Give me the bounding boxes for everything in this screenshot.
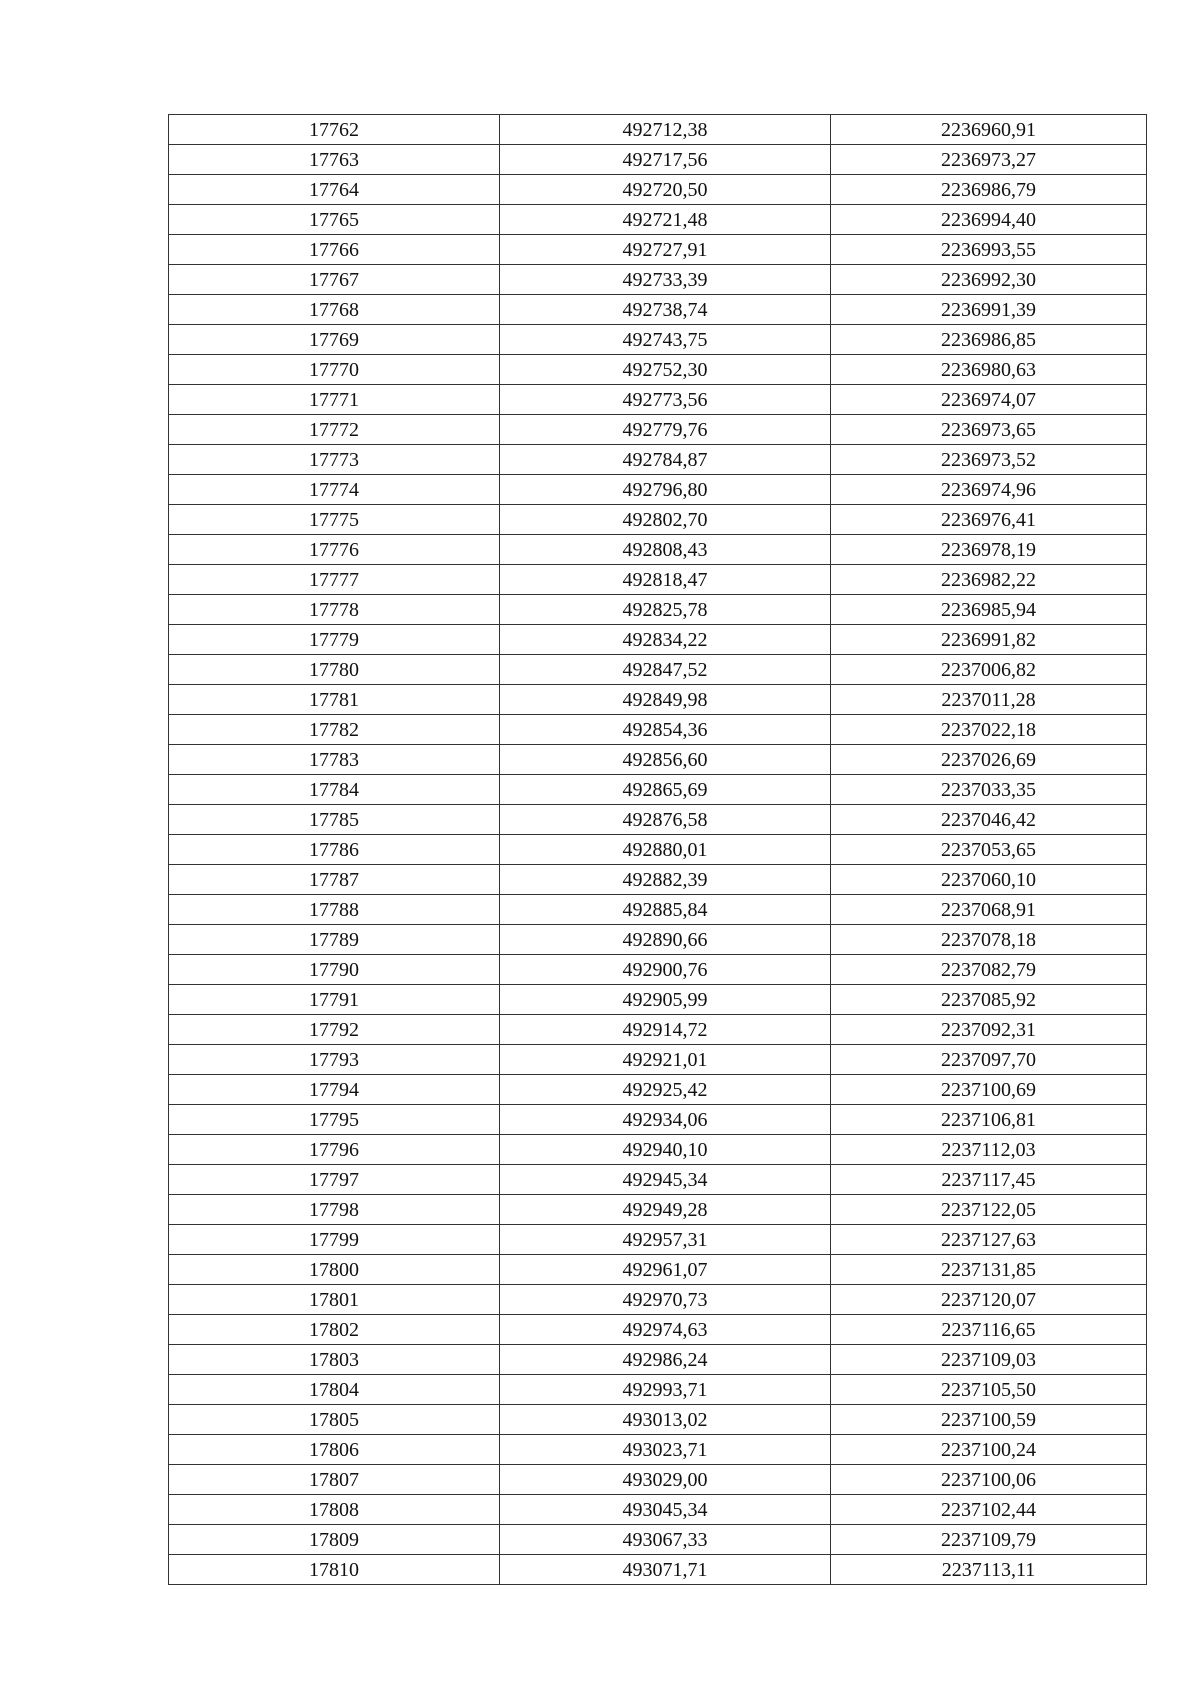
table-row — [169, 295, 1147, 325]
y-coordinate-cell: 2237116,65 — [831, 1315, 1147, 1345]
y-coordinate-cell: 2236994,40 — [831, 205, 1147, 235]
y-coordinate-cell: 2237092,31 — [831, 1015, 1147, 1045]
table-row — [169, 1195, 1147, 1225]
x-coordinate-cell: 492808,43 — [500, 535, 831, 565]
table-row — [169, 1105, 1147, 1135]
x-coordinate-cell: 492885,84 — [500, 895, 831, 925]
y-coordinate-cell: 2236973,52 — [831, 445, 1147, 475]
table-row — [169, 775, 1147, 805]
y-coordinate-cell: 2237006,82 — [831, 655, 1147, 685]
y-coordinate-cell: 2237053,65 — [831, 835, 1147, 865]
table-row — [169, 1375, 1147, 1405]
table-row — [169, 385, 1147, 415]
point-number-cell: 17779 — [169, 625, 500, 655]
y-coordinate-cell: 2237033,35 — [831, 775, 1147, 805]
y-coordinate-cell: 2237068,91 — [831, 895, 1147, 925]
point-number-cell: 17797 — [169, 1165, 500, 1195]
point-number-cell: 17808 — [169, 1495, 500, 1525]
table-row — [169, 535, 1147, 565]
point-number-cell: 17768 — [169, 295, 500, 325]
point-number-cell: 17794 — [169, 1075, 500, 1105]
x-coordinate-cell: 492854,36 — [500, 715, 831, 745]
table-row — [169, 355, 1147, 385]
point-number-cell: 17777 — [169, 565, 500, 595]
y-coordinate-cell: 2236973,27 — [831, 145, 1147, 175]
table-row — [169, 715, 1147, 745]
y-coordinate-cell: 2237105,50 — [831, 1375, 1147, 1405]
point-number-cell: 17788 — [169, 895, 500, 925]
x-coordinate-cell: 493023,71 — [500, 1435, 831, 1465]
x-coordinate-cell: 492961,07 — [500, 1255, 831, 1285]
y-coordinate-cell: 2237106,81 — [831, 1105, 1147, 1135]
y-coordinate-cell: 2236992,30 — [831, 265, 1147, 295]
table-row — [169, 115, 1147, 145]
table-row — [169, 1225, 1147, 1255]
y-coordinate-cell: 2236978,19 — [831, 535, 1147, 565]
x-coordinate-cell: 492738,74 — [500, 295, 831, 325]
point-number-cell: 17785 — [169, 805, 500, 835]
point-number-cell: 17765 — [169, 205, 500, 235]
table-row — [169, 265, 1147, 295]
table-row — [169, 865, 1147, 895]
y-coordinate-cell: 2236974,07 — [831, 385, 1147, 415]
table-row — [169, 625, 1147, 655]
y-coordinate-cell: 2236982,22 — [831, 565, 1147, 595]
point-number-cell: 17804 — [169, 1375, 500, 1405]
table-row — [169, 835, 1147, 865]
table-row — [169, 205, 1147, 235]
point-number-cell: 17805 — [169, 1405, 500, 1435]
point-number-cell: 17780 — [169, 655, 500, 685]
point-number-cell: 17810 — [169, 1555, 500, 1585]
x-coordinate-cell: 492847,52 — [500, 655, 831, 685]
point-number-cell: 17770 — [169, 355, 500, 385]
point-number-cell: 17795 — [169, 1105, 500, 1135]
x-coordinate-cell: 492818,47 — [500, 565, 831, 595]
point-number-cell: 17803 — [169, 1345, 500, 1375]
y-coordinate-cell: 2237100,69 — [831, 1075, 1147, 1105]
x-coordinate-cell: 492934,06 — [500, 1105, 831, 1135]
y-coordinate-cell: 2237060,10 — [831, 865, 1147, 895]
x-coordinate-cell: 492825,78 — [500, 595, 831, 625]
x-coordinate-cell: 492974,63 — [500, 1315, 831, 1345]
point-number-cell: 17807 — [169, 1465, 500, 1495]
x-coordinate-cell: 492970,73 — [500, 1285, 831, 1315]
y-coordinate-cell: 2237127,63 — [831, 1225, 1147, 1255]
point-number-cell: 17806 — [169, 1435, 500, 1465]
point-number-cell: 17772 — [169, 415, 500, 445]
table-row — [169, 1015, 1147, 1045]
x-coordinate-cell: 493045,34 — [500, 1495, 831, 1525]
x-coordinate-cell: 492900,76 — [500, 955, 831, 985]
y-coordinate-cell: 2236980,63 — [831, 355, 1147, 385]
point-number-cell: 17771 — [169, 385, 500, 415]
x-coordinate-cell: 492876,58 — [500, 805, 831, 835]
table-row — [169, 925, 1147, 955]
table-row — [169, 1165, 1147, 1195]
table-row — [169, 1255, 1147, 1285]
table-row — [169, 655, 1147, 685]
point-number-cell: 17802 — [169, 1315, 500, 1345]
y-coordinate-cell: 2237011,28 — [831, 685, 1147, 715]
x-coordinate-cell: 492773,56 — [500, 385, 831, 415]
point-number-cell: 17799 — [169, 1225, 500, 1255]
y-coordinate-cell: 2237109,79 — [831, 1525, 1147, 1555]
point-number-cell: 17798 — [169, 1195, 500, 1225]
x-coordinate-cell: 492993,71 — [500, 1375, 831, 1405]
y-coordinate-cell: 2236986,79 — [831, 175, 1147, 205]
point-number-cell: 17766 — [169, 235, 500, 265]
point-number-cell: 17774 — [169, 475, 500, 505]
y-coordinate-cell: 2236974,96 — [831, 475, 1147, 505]
x-coordinate-cell: 492905,99 — [500, 985, 831, 1015]
point-number-cell: 17801 — [169, 1285, 500, 1315]
x-coordinate-cell: 492733,39 — [500, 265, 831, 295]
y-coordinate-cell: 2237100,59 — [831, 1405, 1147, 1435]
x-coordinate-cell: 492834,22 — [500, 625, 831, 655]
point-number-cell: 17775 — [169, 505, 500, 535]
x-coordinate-cell: 492779,76 — [500, 415, 831, 445]
table-row — [169, 1135, 1147, 1165]
point-number-cell: 17762 — [169, 115, 500, 145]
table-row — [169, 595, 1147, 625]
point-number-cell: 17786 — [169, 835, 500, 865]
point-number-cell: 17793 — [169, 1045, 500, 1075]
x-coordinate-cell: 492802,70 — [500, 505, 831, 535]
table-row — [169, 1075, 1147, 1105]
table-row — [169, 415, 1147, 445]
x-coordinate-cell: 492856,60 — [500, 745, 831, 775]
table-row — [169, 805, 1147, 835]
point-number-cell: 17787 — [169, 865, 500, 895]
table-row — [169, 1405, 1147, 1435]
x-coordinate-cell: 493071,71 — [500, 1555, 831, 1585]
x-coordinate-cell: 492940,10 — [500, 1135, 831, 1165]
table-row — [169, 175, 1147, 205]
x-coordinate-cell: 492957,31 — [500, 1225, 831, 1255]
point-number-cell: 17792 — [169, 1015, 500, 1045]
table-row — [169, 565, 1147, 595]
y-coordinate-cell: 2237097,70 — [831, 1045, 1147, 1075]
point-number-cell: 17776 — [169, 535, 500, 565]
x-coordinate-cell: 492949,28 — [500, 1195, 831, 1225]
table-body — [169, 115, 1147, 1585]
x-coordinate-cell: 493029,00 — [500, 1465, 831, 1495]
x-coordinate-cell: 492752,30 — [500, 355, 831, 385]
x-coordinate-cell: 492849,98 — [500, 685, 831, 715]
table-row — [169, 1285, 1147, 1315]
table-row — [169, 1345, 1147, 1375]
x-coordinate-cell: 492727,91 — [500, 235, 831, 265]
point-number-cell: 17781 — [169, 685, 500, 715]
x-coordinate-cell: 492880,01 — [500, 835, 831, 865]
point-number-cell: 17800 — [169, 1255, 500, 1285]
y-coordinate-cell: 2237026,69 — [831, 745, 1147, 775]
point-number-cell: 17769 — [169, 325, 500, 355]
x-coordinate-cell: 492784,87 — [500, 445, 831, 475]
x-coordinate-cell: 492712,38 — [500, 115, 831, 145]
table-row — [169, 1435, 1147, 1465]
point-number-cell: 17767 — [169, 265, 500, 295]
y-coordinate-cell: 2237082,79 — [831, 955, 1147, 985]
x-coordinate-cell: 492945,34 — [500, 1165, 831, 1195]
point-number-cell: 17763 — [169, 145, 500, 175]
table-row — [169, 985, 1147, 1015]
table-row — [169, 685, 1147, 715]
y-coordinate-cell: 2237112,03 — [831, 1135, 1147, 1165]
point-number-cell: 17790 — [169, 955, 500, 985]
x-coordinate-cell: 492796,80 — [500, 475, 831, 505]
y-coordinate-cell: 2236960,91 — [831, 115, 1147, 145]
y-coordinate-cell: 2236986,85 — [831, 325, 1147, 355]
point-number-cell: 17791 — [169, 985, 500, 1015]
point-number-cell: 17796 — [169, 1135, 500, 1165]
table-row — [169, 505, 1147, 535]
y-coordinate-cell: 2237046,42 — [831, 805, 1147, 835]
y-coordinate-cell: 2237078,18 — [831, 925, 1147, 955]
y-coordinate-cell: 2236991,82 — [831, 625, 1147, 655]
y-coordinate-cell: 2236976,41 — [831, 505, 1147, 535]
table-row — [169, 1465, 1147, 1495]
point-number-cell: 17782 — [169, 715, 500, 745]
table-row — [169, 1315, 1147, 1345]
x-coordinate-cell: 492721,48 — [500, 205, 831, 235]
y-coordinate-cell: 2237113,11 — [831, 1555, 1147, 1585]
table-row — [169, 895, 1147, 925]
table-row — [169, 145, 1147, 175]
x-coordinate-cell: 492717,56 — [500, 145, 831, 175]
table-row — [169, 445, 1147, 475]
y-coordinate-cell: 2237120,07 — [831, 1285, 1147, 1315]
x-coordinate-cell: 492986,24 — [500, 1345, 831, 1375]
y-coordinate-cell: 2236991,39 — [831, 295, 1147, 325]
table-row — [169, 1495, 1147, 1525]
x-coordinate-cell: 492914,72 — [500, 1015, 831, 1045]
x-coordinate-cell: 492865,69 — [500, 775, 831, 805]
x-coordinate-cell: 492882,39 — [500, 865, 831, 895]
table-row — [169, 955, 1147, 985]
table-row — [169, 745, 1147, 775]
table-row — [169, 235, 1147, 265]
point-number-cell: 17809 — [169, 1525, 500, 1555]
y-coordinate-cell: 2237022,18 — [831, 715, 1147, 745]
x-coordinate-cell: 492743,75 — [500, 325, 831, 355]
table-row — [169, 475, 1147, 505]
point-number-cell: 17773 — [169, 445, 500, 475]
x-coordinate-cell: 492890,66 — [500, 925, 831, 955]
y-coordinate-cell: 2237102,44 — [831, 1495, 1147, 1525]
table-row — [169, 1555, 1147, 1585]
y-coordinate-cell: 2237122,05 — [831, 1195, 1147, 1225]
table-row — [169, 325, 1147, 355]
y-coordinate-cell: 2236973,65 — [831, 415, 1147, 445]
point-number-cell: 17783 — [169, 745, 500, 775]
y-coordinate-cell: 2236993,55 — [831, 235, 1147, 265]
table-row — [169, 1525, 1147, 1555]
y-coordinate-cell: 2237100,24 — [831, 1435, 1147, 1465]
point-number-cell: 17789 — [169, 925, 500, 955]
y-coordinate-cell: 2237109,03 — [831, 1345, 1147, 1375]
x-coordinate-cell: 493013,02 — [500, 1405, 831, 1435]
y-coordinate-cell: 2237117,45 — [831, 1165, 1147, 1195]
x-coordinate-cell: 492925,42 — [500, 1075, 831, 1105]
point-number-cell: 17784 — [169, 775, 500, 805]
y-coordinate-cell: 2236985,94 — [831, 595, 1147, 625]
y-coordinate-cell: 2237131,85 — [831, 1255, 1147, 1285]
x-coordinate-cell: 492921,01 — [500, 1045, 831, 1075]
y-coordinate-cell: 2237100,06 — [831, 1465, 1147, 1495]
point-number-cell: 17764 — [169, 175, 500, 205]
coordinates-table — [168, 114, 1147, 1585]
table-row — [169, 1045, 1147, 1075]
x-coordinate-cell: 492720,50 — [500, 175, 831, 205]
point-number-cell: 17778 — [169, 595, 500, 625]
x-coordinate-cell: 493067,33 — [500, 1525, 831, 1555]
y-coordinate-cell: 2237085,92 — [831, 985, 1147, 1015]
